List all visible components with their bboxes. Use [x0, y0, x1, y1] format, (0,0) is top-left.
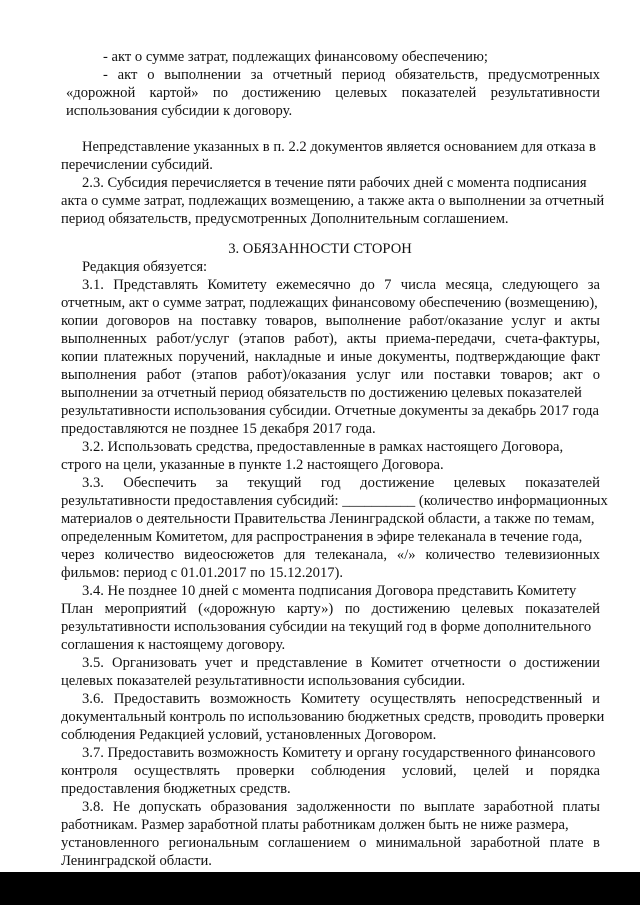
clause-3-7-line-1: 3.7. Предоставить возможность Комитету и органу государственного финансового	[82, 745, 596, 761]
clause-2-3-line-2: акта о сумме затрат, подлежащих возмещению, а также акта о выполнении за отчетный	[61, 193, 605, 209]
list-item-subsidy-use: использования субсидии к договору.	[66, 103, 293, 119]
section-title: 3. ОБЯЗАННОСТИ СТОРОН	[228, 241, 412, 257]
clause-3-4-line-3: результативности использования субсидии на текущий год в форме дополнительного	[61, 619, 592, 635]
clause-3-4-line-4: соглашения к настоящему договору.	[61, 637, 286, 653]
clause-3-2-line-2: строго на цели, указанные в пункте 1.2 настоящего Договора.	[61, 457, 444, 473]
refusal-line-1: Непредставление указанных в п. 2.2 документов является основанием для отказа в	[82, 139, 596, 155]
clause-3-6-line-3: соблюдения Редакцией условий, установленных Договором.	[61, 727, 437, 743]
clause-3-3-line-1: 3.3. Обеспечить за текущий год достижение целевых показателей	[82, 475, 600, 491]
clause-3-3-line-2: результативности предоставления субсидий: __________ (количество информационных	[61, 493, 608, 509]
clause-3-5-line-2: целевых показателей результативности использования субсидии.	[61, 673, 466, 689]
clause-3-7-line-3: предоставления бюджетных средств.	[61, 781, 291, 797]
clause-3-1-line-2: отчетным, акт о сумме затрат, подлежащих финансовому обеспечению (возмещению),	[61, 295, 598, 311]
clause-3-5-line-1: 3.5. Организовать учет и представление в Комитет отчетности о достижении	[82, 655, 600, 671]
clause-3-1-line-4: выполненных работ/услуг (этапов работ), акты приема-передачи, счета-фактуры,	[61, 331, 600, 347]
clause-3-4-line-2: План мероприятий («дорожную карту») по достижению целевых показателей	[61, 601, 600, 617]
clause-2-3-line-3: период обязательств, предусмотренных Дополнительным соглашением.	[61, 211, 509, 227]
clause-3-4-line-1: 3.4. Не позднее 10 дней с момента подписания Договора представить Комитету	[82, 583, 577, 599]
clause-3-2-line-1: 3.2. Использовать средства, предоставленные в рамках настоящего Договора,	[82, 439, 564, 455]
list-item-roadmap-line: «дорожной картой» по достижению целевых показателей результативности	[66, 85, 600, 101]
clause-3-3-line-6: фильмов: период с 01.01.2017 по 15.12.2017).	[61, 565, 344, 581]
refusal-line-2: перечислении субсидий.	[61, 157, 213, 173]
clause-3-8-line-1: 3.8. Не допускать образования задолженности по выплате заработной платы	[82, 799, 600, 815]
clause-2-3-line-1: 2.3. Субсидия перечисляется в течение пяти рабочих дней с момента подписания	[82, 175, 587, 191]
clause-3-3-line-3: материалов о деятельности Правительства Ленинградской области, а также по темам,	[61, 511, 595, 527]
clause-3-1-line-9: предоставляются не позднее 15 декабря 2017 года.	[61, 421, 376, 437]
clause-3-1-line-7: выполнении за отчетный период обязательств по достижению целевых показателей	[61, 385, 582, 401]
clause-3-1-line-3: копии договоров на поставку товаров, выполнение работ/оказание услуг и акты	[61, 313, 600, 329]
clause-3-6-line-1: 3.6. Предоставить возможность Комитету осуществлять непосредственный и	[82, 691, 600, 707]
clause-3-8-line-4: Ленинградской области.	[61, 853, 212, 869]
clause-3-1-line-1: 3.1. Представлять Комитету ежемесячно до 7 числа месяца, следующего за	[82, 277, 600, 293]
clause-3-3-line-4: определенным Комитетом, для распространения в эфире телеканала в течение года,	[61, 529, 583, 545]
clause-3-3-line-5: через количество видеосюжетов для телеканала, «/» количество телевизионных	[61, 547, 600, 563]
section-intro: Редакция обязуется:	[82, 259, 208, 275]
clause-3-1-line-5: копии платежных поручений, накладные и иные документы, подтверждающие факт	[61, 349, 600, 365]
clause-3-8-line-3: установленного региональным соглашением о минимальной заработной плате в	[61, 835, 600, 851]
clause-3-6-line-2: документальный контроль по использованию бюджетных средств, проводить проверки	[61, 709, 605, 725]
clause-3-7-line-2: контроля осуществлять проверки соблюдения условий, целей и порядка	[61, 763, 600, 779]
list-item-obligations-act: - акт о выполнении за отчетный период обязательств, предусмотренных	[103, 67, 600, 83]
clause-3-1-line-8: результативности использования субсидии. Отчетные документы за декабрь 2017 года	[61, 403, 600, 419]
clause-3-1-line-6: выполнения работ (этапов работ)/оказания услуг или поставки товаров; акт о	[61, 367, 600, 383]
clause-3-8-line-2: работникам. Размер заработной платы работникам должен быть не ниже размера,	[61, 817, 569, 833]
list-item-cost-act: - акт о сумме затрат, подлежащих финансовому обеспечению;	[103, 49, 488, 65]
scan-bottom-band	[0, 872, 640, 905]
